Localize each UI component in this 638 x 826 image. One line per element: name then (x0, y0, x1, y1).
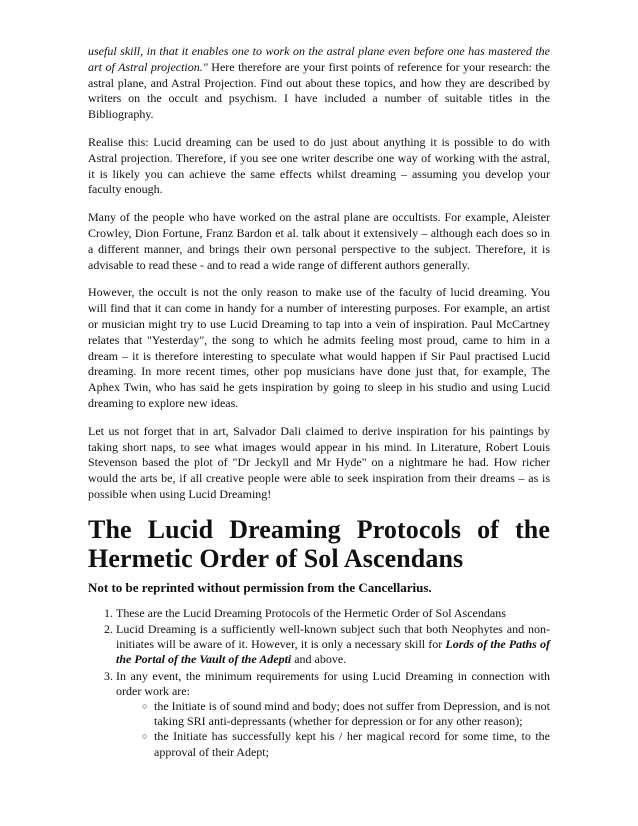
section-heading: The Lucid Dreaming Protocols of the Hermetic Order of Sol Ascendans (88, 514, 550, 573)
quote-italic: useful skill, in that it enables one to work on the astral plane even before one has mastered the art of Astral projection." (88, 44, 550, 74)
list-item (116, 622, 550, 668)
reprint-notice: Not to be reprinted without permission from the Cancellarius. (88, 579, 432, 595)
paragraph-inspiration: However, the occult is not the only reason to make use of the faculty of lucid dreaming. You will find that it can come in handy for a number of interesting purposes. For example, an artist or musician might try to use Lucid Dreaming to tap into a vein of inspiration. Paul McCartney relates that "Yesterday", the song to which he admits feeling most proud, came to him in a dream – it is therefore interesting to speculate what would happen if Sir Paul practised Lucid dreaming. In more recent times, other pop musicians have done just that, for example, The Aphex Twin, who has said he gets inspiration by going to sleep in his studio and using Lucid dreaming to explore new ideas. (88, 285, 550, 410)
document-page (88, 44, 550, 761)
requirement-item: ○ the Initiate has successfully kept his / her magical record for some time, to the approval of their Adept; (142, 729, 550, 759)
paragraph-text: Here therefore are your first points of reference for your research: the astral plane, and Astral Projection. Find out about these topics, and how they are described by writers on the occult and psychism. I have included a number of suitable titles in the Bibliography. (88, 59, 550, 122)
list-item: 1. These are the Lucid Dreaming Protocols of the Hermetic Order of Sol Ascendans (116, 606, 550, 621)
emphasis-text: Lords of the Paths of the Portal of the Vault of the Adepti (116, 637, 550, 667)
paragraph-art-literature: Let us not forget that in art, Salvador Dali claimed to derive inspiration for his paintings by taking short naps, to see what images would appear in his mind. In Literature, Robert Louis Stevenson based the plot of "Dr Jeckyll and Mr Hyde" on a nightmare he had. How richer would the arts be, if all creative people were able to seek inspiration from their dreams – as is possible when using Lucid Dreaming! (88, 423, 550, 501)
paragraph-occultists: Many of the people who have worked on the astral plane are occultists. For example, Aleister Crowley, Dion Fortune, Franz Bardon et al. talk about it extensively – although each does so in a different manner, and brings their own personal perspective to the subject. Therefore, it is advisable to read these - and to read a wide range of different authors generally. (88, 210, 550, 272)
list-item (116, 669, 550, 760)
list-item-text: In any event, the minimum requirements for using Lucid Dreaming in connection with order work are: (116, 668, 550, 698)
paragraph-realise: Realise this: Lucid dreaming can be used to do just about anything it is possible to do with Astral projection. Therefore, if you see one writer describe one way of working with the astral, it is likely you can achieve the same effects whilst dreaming – assuming you develop your faculty enough. (88, 134, 550, 197)
requirements-list (116, 699, 550, 760)
paragraph-astral-skill (88, 44, 550, 123)
list-item-text: Lucid Dreaming is a sufficiently well-known subject such that both Neophytes and non-initiates will be aware of it. However, it is only a necessary skill for (116, 621, 550, 652)
list-item-text: and above. (291, 652, 347, 667)
requirement-item: ○ the Initiate is of sound mind and body; does not suffer from Depression, and is not taking SRI anti-depressants (whether for depression or for any other reason); (142, 699, 550, 729)
protocol-list (88, 606, 550, 760)
